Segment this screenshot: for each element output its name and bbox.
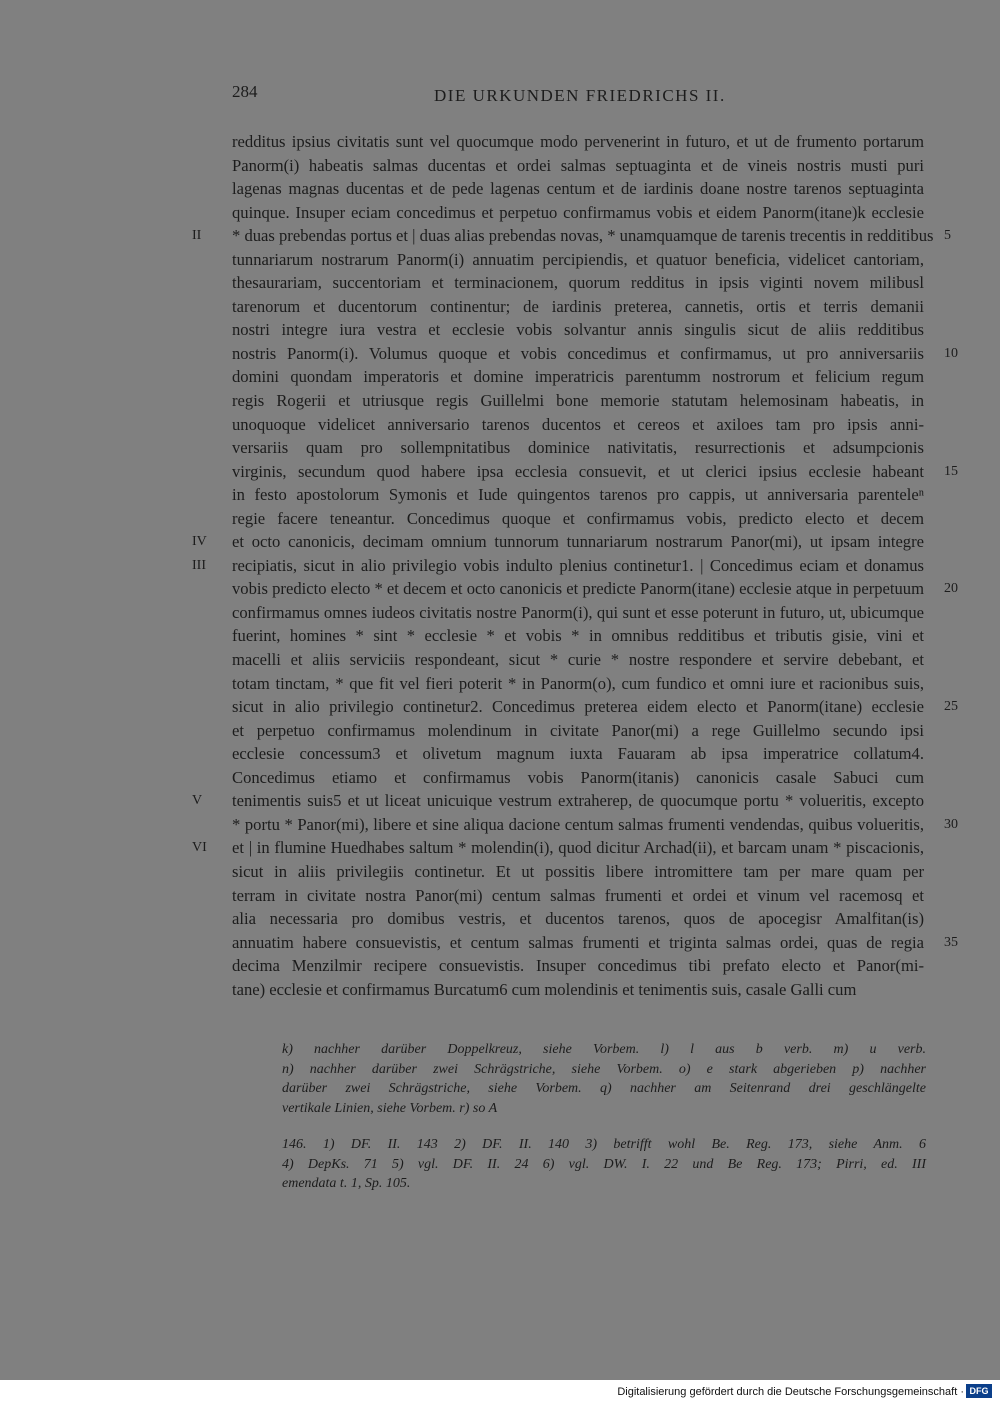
text-line-content: tunnariarum nostrarum Panorm(i) annuatim percipiendis, et quatuor beneficia, videlicet cantoriam, bbox=[232, 249, 924, 269]
text-line-content: tane) ecclesie et confirmamus Burcatum6 cum molendinis et tenimentis suis, casale Galli cum bbox=[232, 979, 857, 999]
text-line bbox=[232, 884, 924, 908]
apparatus-line: vertikale Linien, siehe Vorbem. r) so A bbox=[282, 1100, 498, 1116]
line-number: 25 bbox=[944, 699, 958, 715]
source-marker: VI bbox=[192, 840, 207, 856]
text-line bbox=[232, 389, 924, 413]
text-line bbox=[232, 813, 958, 837]
text-line-content: ecclesie concessum3 et olivetum magnum iuxta Fauaram ab ipsa imperatrice collatum4. bbox=[232, 744, 924, 764]
text-line bbox=[232, 436, 924, 460]
text-line bbox=[232, 742, 924, 766]
notes-line: emendata t. 1, Sp. 105. bbox=[282, 1176, 411, 1191]
text-line-content: regis Rogerii et utriusque regis Guillelmi bone memorie statutam helemosinam habeatis, in bbox=[232, 391, 924, 411]
page-number: 284 bbox=[232, 82, 258, 101]
text-line bbox=[232, 695, 958, 719]
historical-notes bbox=[282, 1135, 926, 1194]
text-line-content: versariis quam pro sollempnitatibus dominice nativitatis, resurrectionis et adsumpcionis bbox=[232, 438, 924, 458]
text-line bbox=[232, 719, 924, 743]
text-line-content: nostris Panorm(i). Volumus quoque et vobis concedimus et confirmamus, ut pro anniversariis bbox=[232, 343, 924, 363]
text-line-content: et octo canonicis, decimam omnium tunnorum tunnariarum nostrarum Panor(mi), ut ipsam integre bbox=[232, 532, 924, 552]
text-line bbox=[232, 318, 924, 342]
text-line-content: lagenas magnas ducentas et de pede lagenas centum et de iardinis doane nostre tarenos septuaginta bbox=[232, 179, 924, 199]
text-line-content: sicut in alio privilegio continetur2. Concedimus preterea eidem electo et Panorm(itane) ecclesie bbox=[232, 697, 924, 717]
funding-credit: Digitalisierung gefördert durch die Deutsche Forschungsgemeinschaft · bbox=[617, 1386, 964, 1398]
text-line-content: nostri integre iura vestra et ecclesie vobis solvantur annis singulis sicut de aliis redditibus bbox=[232, 320, 924, 340]
text-line bbox=[232, 648, 924, 672]
text-line-content: domini quondam imperatoris et domine imperatricis parentumm nostrorum et felicium regum bbox=[232, 367, 924, 387]
text-line bbox=[232, 154, 924, 178]
text-line bbox=[232, 271, 924, 295]
text-line-content: confirmamus omnes iudeos civitatis nostre Panorm(i), qui sunt et esse poterunt in futuro, ut, ubicumque bbox=[232, 602, 924, 622]
text-line-content: recipiatis, sicut in alio privilegio vobis indulto plenius continetur1. | Concedimus eciam et donamus bbox=[232, 555, 924, 575]
text-line-content: quinque. Insuper eciam concedimus et perpetuo confirmamus vobis et eidem Panorm(itane)k ecclesie bbox=[232, 202, 924, 222]
text-line-content: et perpetuo confirmamus molendinum in civitate Panor(mi) a rege Guillelmo secundo ipsi bbox=[232, 720, 924, 740]
text-line-content: virginis, secundum quod habere ipsa ecclesia consuevit, et ut clerici ipsius ecclesie habeant bbox=[232, 461, 924, 481]
text-line-content: terram in civitate nostra Panor(mi) centum salmas frumenti et ordei et vinum vel racemosq et bbox=[232, 885, 924, 905]
text-line-content: sicut in aliis privilegiis continetur. Et ut possitis libere intromittere tam per mare quam per bbox=[232, 861, 924, 881]
text-line bbox=[232, 460, 958, 484]
text-line-content: * duas prebendas portus et | duas alias prebendas novas, * unamquamque de tarenis trecentis in redditibus bbox=[232, 226, 934, 246]
apparatus-line: k) nachher darüber Doppelkreuz, siehe Vorbem. l) l aus b verb. m) u verb. bbox=[282, 1042, 926, 1057]
dfg-logo: DFG bbox=[966, 1384, 992, 1398]
text-line bbox=[232, 507, 924, 531]
text-line bbox=[232, 342, 958, 366]
text-line bbox=[232, 907, 924, 931]
text-line bbox=[232, 413, 924, 437]
text-line-content: tenimentis suis5 et ut liceat unicuique vestrum extraherep, de quocumque portu * volueritis, excepto bbox=[232, 791, 924, 811]
text-line bbox=[192, 836, 924, 860]
source-marker: III bbox=[192, 557, 206, 573]
text-line bbox=[192, 224, 951, 248]
text-line bbox=[232, 483, 924, 507]
source-marker: IV bbox=[192, 534, 207, 550]
text-line bbox=[232, 766, 924, 790]
text-line bbox=[232, 624, 924, 648]
apparatus-line: n) nachher darüber zwei Schrägstriche, siehe Vorbem. o) e stark abgerieben p) nachher bbox=[282, 1061, 926, 1077]
text-line bbox=[192, 554, 924, 578]
notes-line: 4) DepKs. 71 5) vgl. DF. II. 24 6) vgl. DW. I. 22 und Be Reg. 173; Pirri, ed. III bbox=[282, 1156, 926, 1172]
source-marker: V bbox=[192, 793, 203, 809]
text-line-content: in festo apostolorum Symonis et Iude quingentos tarenos pro cappis, ut anniversaria parenteleⁿ bbox=[232, 485, 924, 505]
text-line bbox=[232, 365, 924, 389]
text-line-content: et | in flumine Huedhabes saltum * molendin(i), quod dicitur Archad(ii), et barcam unam * piscacionis, bbox=[232, 838, 924, 858]
text-line-content: tarenorum et ducentorum continentur; de iardinis preterea, cannetis, ortis et terris demanii bbox=[232, 296, 924, 316]
text-line bbox=[232, 295, 924, 319]
line-number: 15 bbox=[944, 463, 958, 479]
text-line bbox=[232, 672, 924, 696]
text-line-content: totam tinctam, * que fit vel fieri poterit * in Panorm(o), cum fundico et omni iure et racionibus suis, bbox=[232, 673, 924, 693]
text-line bbox=[192, 530, 924, 554]
text-line bbox=[232, 201, 924, 225]
text-line-content: Concedimus etiamo et confirmamus vobis Panorm(itanis) canonicis casale Sabuci cum bbox=[232, 767, 924, 787]
text-line bbox=[232, 248, 924, 272]
line-number: 20 bbox=[944, 581, 958, 597]
text-line bbox=[232, 860, 924, 884]
text-line-content: macelli et aliis serviciis respondeant, sicut * curie * nostre respondere et servire debebant, et bbox=[232, 650, 924, 670]
notes-line: 146. 1) DF. II. 143 2) DF. II. 140 3) betrifft wohl Be. Reg. 173, siehe Anm. 6 bbox=[282, 1137, 926, 1152]
text-line bbox=[232, 130, 924, 154]
text-line-content: redditus ipsius civitatis sunt vel quocumque modo pervenerint in futuro, et ut de frumento portarum bbox=[232, 132, 924, 151]
running-title: DIE URKUNDEN FRIEDRICHS II. bbox=[434, 86, 726, 105]
text-line-content: Panorm(i) habeatis salmas ducentas et ordei salmas septuaginta et de vineis nostris musti puri bbox=[232, 155, 924, 175]
text-line-content: thesaurariam, succentoriam et terminacionem, quorum redditus in ipsis viginti novem milibusl bbox=[232, 273, 924, 293]
text-line-content: fuerint, homines * sint * ecclesie * et vobis * in omnibus redditibus et tributis gisie, vini et bbox=[232, 626, 924, 646]
text-line bbox=[232, 177, 924, 201]
text-line bbox=[232, 954, 924, 978]
source-marker: II bbox=[192, 228, 202, 244]
text-line bbox=[232, 931, 958, 955]
line-number: 30 bbox=[944, 816, 958, 832]
text-line bbox=[232, 601, 924, 625]
charter-text bbox=[192, 130, 958, 1001]
text-line-content: alia necessaria pro domibus vestris, et ducentos tarenos, quos de apocegisr Amalfitan(is) bbox=[232, 909, 924, 929]
apparatus-line: darüber zwei Schrägstriche, siehe Vorbem. q) nachher am Seitenrand drei geschlängelte bbox=[282, 1081, 926, 1096]
text-line-content: decima Menzilmir recipere consuevistis. Insuper concedimus tibi prefato electo et Panor(mi- bbox=[232, 956, 924, 976]
text-line bbox=[192, 789, 924, 813]
text-line-content: * portu * Panor(mi), libere et sine aliqua dacione centum salmas frumenti vendendas, quibus volueritis, bbox=[232, 814, 924, 834]
line-number: 35 bbox=[944, 934, 958, 950]
text-line-content: vobis predicto electo * et decem et octo canonicis et predicte Panorm(itane) ecclesie atque in perpetuum bbox=[232, 579, 924, 599]
text-line bbox=[232, 577, 958, 601]
text-line-content: regie facere teneantur. Concedimus quoque et confirmamus vobis, predicto electo et decem bbox=[232, 508, 924, 528]
text-line-content: annuatim habere consuevistis, et centum salmas frumenti et triginta salmas ordei, quas de regia bbox=[232, 932, 924, 952]
critical-apparatus bbox=[282, 1040, 926, 1118]
line-number: 5 bbox=[944, 228, 951, 244]
line-number: 10 bbox=[944, 345, 958, 361]
text-line bbox=[232, 978, 924, 1002]
text-line-content: unoquoque videlicet anniversario tarenos ducentos et cereos et axiloes tam pro ipsis anni- bbox=[232, 414, 924, 434]
